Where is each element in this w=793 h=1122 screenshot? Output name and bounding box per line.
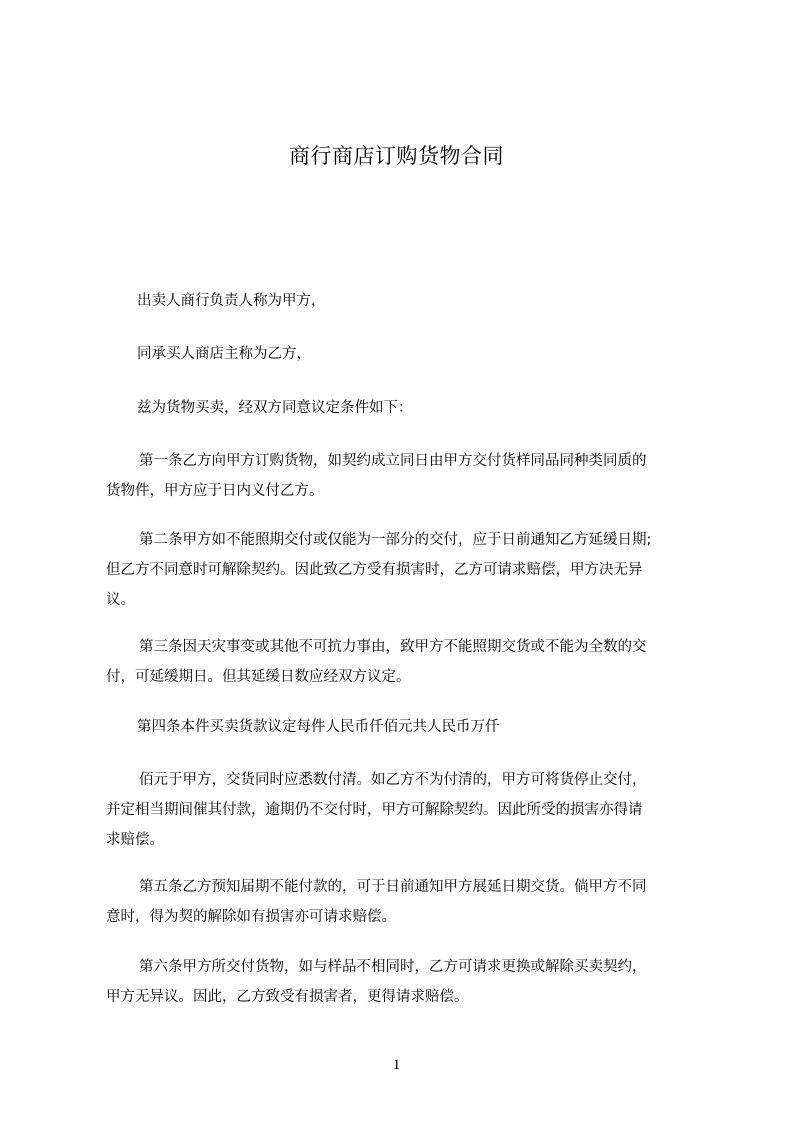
paragraph-article-6 bbox=[106, 952, 647, 1012]
paragraph-article-3 bbox=[106, 632, 647, 692]
paragraph-line: 付，可延缓期日。但其延缓日数应经双方议定。 bbox=[106, 669, 411, 685]
paragraph-line: 第三条因天灾事变或其他不可抗力事由，致甲方不能照期交货或不能为全数的交 bbox=[139, 639, 647, 655]
paragraph-line: 第二条甲方如不能照期交付或仅能为一部分的交付，应于日前通知乙方延缓日期; bbox=[139, 532, 652, 548]
paragraph-line: 并定相当期间催其付款，逾期仍不交付时，甲方可解除契约。因此所受的损害亦得请 bbox=[106, 802, 643, 818]
paragraph-line: 求赔偿。 bbox=[106, 832, 164, 848]
paragraph-line: 议。 bbox=[106, 592, 135, 608]
paragraph-article-4-payment bbox=[106, 765, 647, 855]
paragraph-article-2 bbox=[106, 525, 651, 615]
paragraph-line: 货物件，甲方应于日内义付乙方。 bbox=[106, 483, 324, 499]
paragraph-line: 第一条乙方向甲方订购货物，如契约成立同日由甲方交付货样同品同种类同质的 bbox=[139, 453, 647, 469]
paragraph-line: 但乙方不同意时可解除契约。因此致乙方受有损害时，乙方可请求赔偿，甲方决无异 bbox=[106, 562, 643, 578]
page-number: 1 bbox=[392, 1057, 401, 1073]
paragraph-line: 甲方无异议。因此，乙方致受有损害者，更得请求赔偿。 bbox=[106, 989, 469, 1005]
paragraph-buyer bbox=[137, 339, 311, 369]
paragraph-line: 意时，得为契的解除如有损害亦可请求赔偿。 bbox=[106, 909, 396, 925]
paragraph-article-5 bbox=[106, 872, 647, 932]
document-title: 商行商店订购货物合同 bbox=[289, 144, 504, 168]
paragraph-line: 出卖人商行负责人称为甲方， bbox=[137, 293, 326, 309]
paragraph-line: 第六条甲方所交付货物，如与样品不相同时，乙方可请求更换或解除买卖契约， bbox=[139, 959, 647, 975]
paragraph-line: 兹为货物买卖，经双方同意议定条件如下： bbox=[137, 400, 413, 416]
paragraph-article-1 bbox=[106, 446, 647, 506]
paragraph-line: 佰元于甲方，交货同时应悉数付清。如乙方不为付清的，甲方可将货停止交付， bbox=[139, 772, 647, 788]
paragraph-line: 第五条乙方预知届期不能付款的，可于日前通知甲方展延日期交货。倘甲方不同 bbox=[139, 879, 647, 895]
paragraph-preamble bbox=[137, 393, 413, 423]
paragraph-line: 第四条本件买卖货款议定每件人民币仟佰元共人民币万仟 bbox=[137, 719, 500, 735]
paragraph-seller bbox=[137, 286, 326, 316]
paragraph-article-4 bbox=[137, 712, 500, 742]
paragraph-line: 同承买人商店主称为乙方， bbox=[137, 346, 311, 362]
